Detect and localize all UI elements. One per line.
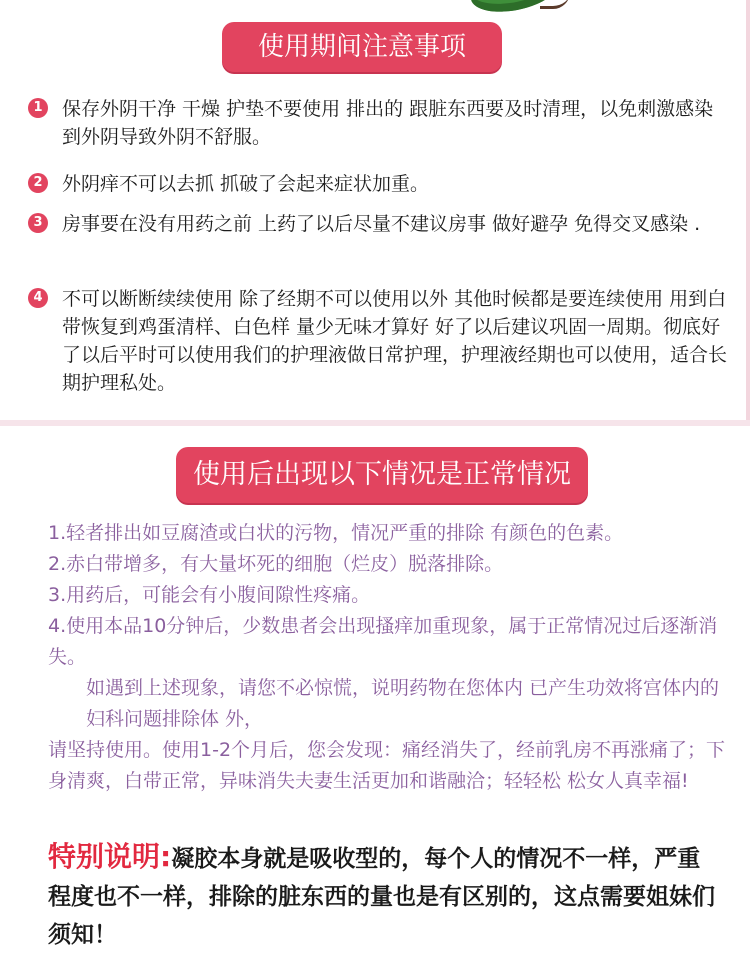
note-text: 不可以断断续续使用 除了经期不可以使用以外 其他时候都是要连续使用 用到白带恢复到鸡蛋清样、白色样 量少无味才算好 好了以后建议巩固一周期。彻底好了以后平时可以使用我们的护理液做日常护理，护理液经期也可以使用，适合长期护理私处。	[62, 288, 728, 394]
number-badge-2: 2	[28, 173, 48, 193]
edge-decoration	[746, 0, 750, 420]
normal-reactions-list	[48, 518, 728, 797]
encouragement-text: 请坚持使用。使用1-2个月后，您会发现：痛经消失了，经前乳房不再涨痛了；下身清爽，白带正常，异味消失夫妻生活更加和谐融洽；轻轻松 松女人真幸福!	[48, 739, 726, 792]
list-item: 1.轻者排出如豆腐渣或白状的污物，情况严重的排除 有颜色的色素。	[48, 522, 624, 544]
list-item: 4.使用本品10分钟后，少数患者会出现搔痒加重现象，属于正常情况过后逐渐消失。	[48, 615, 718, 668]
list-item: 3.用药后，可能会有小腹间隙性疼痛。	[48, 584, 371, 606]
reassurance-text: 如遇到上述现象，请您不必惊慌，说明药物在您体内 已产生功效将宫体内的妇科问题排除体 外，	[86, 677, 720, 730]
stem-decoration	[540, 0, 570, 9]
list-item: 2.赤白带增多，有大量坏死的细胞（烂皮）脱落排除。	[48, 553, 504, 575]
special-note-text: 凝胶本身就是吸收型的，每个人的情况不一样，严重程度也不一样，排除的脏东西的量也是有区别的，这点需要姐妹们须知！	[48, 846, 715, 948]
precautions-section	[0, 0, 750, 420]
special-note	[48, 838, 718, 954]
number-badge-3: 3	[28, 213, 48, 233]
number-badge-1: 1	[28, 98, 48, 118]
note-text: 房事要在没有用药之前 上药了以后尽量不建议房事 做好避孕 免得交叉感染 .	[62, 213, 701, 235]
number-badge-4: 4	[28, 288, 48, 308]
note-text: 外阴痒不可以去抓 抓破了会起来症状加重。	[62, 173, 430, 195]
special-note-label: 特别说明:	[48, 840, 172, 873]
normal-reactions-title: 使用后出现以下情况是正常情况	[176, 447, 588, 503]
section-divider	[0, 420, 750, 426]
note-text: 保存外阴干净 干燥 护垫不要使用 排出的 跟脏东西要及时清理，以免刺激感染到外阴导致外阴不舒服。	[62, 98, 714, 148]
precautions-title: 使用期间注意事项	[222, 22, 502, 72]
